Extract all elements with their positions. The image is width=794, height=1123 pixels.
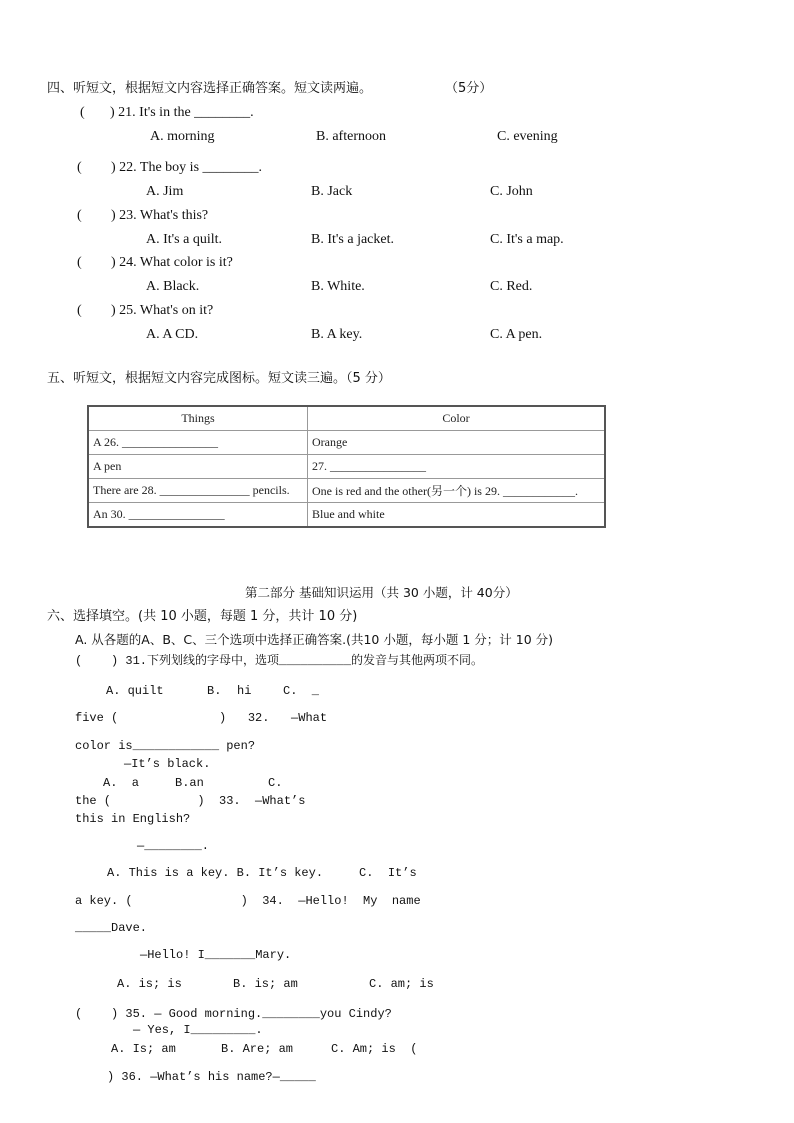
table-row [88, 455, 605, 479]
option-c: C. A pen. [490, 327, 543, 342]
option-a: A. A CD. [146, 327, 199, 342]
option-b: B.an [175, 776, 204, 790]
answer-paren: ( [80, 105, 85, 120]
table-cell: Blue and white [308, 503, 606, 528]
question-32: color is____________ pen? [75, 739, 256, 753]
question-36: ) 36. —What’s his name?—_____ [107, 1070, 316, 1084]
option-b: B. Are; am [221, 1042, 294, 1056]
section6-instructions: A. 从各题的A、B、C、三个选项中选择正确答案.(共10 小题，每小题 1 分；计 10 分) [75, 632, 553, 647]
answer-line: —It’s black. [124, 757, 211, 771]
question-22: ) 22. The boy is ________. [111, 160, 263, 175]
answer-paren: ( [77, 303, 82, 318]
option-c: C. Red. [490, 279, 533, 294]
option-b: B. It's a jacket. [311, 232, 394, 247]
option-a: A. It's a quilt. [146, 232, 223, 247]
section6-heading: 六、选择填空。(共 10 小题，每题 1 分，共计 10 分) [47, 609, 358, 624]
section5-heading: 五、听短文，根据短文内容完成图标。短文读三遍。（5 分） [47, 371, 391, 386]
question-23: ) 23. What's this? [111, 208, 209, 223]
part2-title: 第二部分 基础知识运用（共 30 小题，计 40分） [245, 585, 518, 600]
option-c: C. am; is [369, 977, 434, 991]
option-b: B. A key. [311, 327, 363, 342]
column-header-things: Things [88, 406, 308, 431]
option-a: A. Jim [146, 184, 184, 199]
question-line: the ( ) 33. —What’s [75, 794, 306, 808]
option-b: B. White. [311, 279, 365, 294]
question-31: ( ) 31.下列划线的字母中，选项__________的发音与其他两项不同。 [75, 654, 484, 668]
table-row [88, 503, 605, 528]
option-c: C. John [490, 184, 533, 199]
table-cell: 27. ________________ [308, 455, 606, 479]
question-line: a key. ( ) 34. —Hello! My name [75, 894, 421, 908]
answer-line: —Hello! I_______Mary. [140, 948, 292, 962]
column-header-color: Color [308, 406, 606, 431]
option-a: A. morning [150, 129, 215, 144]
option-c: C. _ [283, 684, 320, 698]
option-b: hi [237, 684, 252, 698]
things-color-table [87, 405, 606, 528]
table-row [88, 431, 605, 455]
option-b: B. is; am [233, 977, 298, 991]
option-b: B. Jack [311, 184, 353, 199]
table-row [88, 479, 605, 503]
section4-heading: 四、听短文，根据短文内容选择正确答案。短文读两遍。 [47, 81, 373, 96]
table-cell: Orange [308, 431, 606, 455]
question-line: five ( ) 32. —What [75, 711, 328, 725]
option-c: C. evening [497, 129, 558, 144]
table-header-row [88, 406, 605, 431]
answer-paren: ( [77, 208, 82, 223]
question-34: _____Dave. [75, 921, 148, 935]
answer-line: —________. [137, 839, 210, 853]
option-b-label: B. [207, 684, 222, 698]
option-c: C. It's a map. [490, 232, 564, 247]
table-cell: There are 28. _______________ pencils. [88, 479, 308, 503]
table-cell: A 26. ________________ [88, 431, 308, 455]
answer-line: — Yes, I_________. [133, 1023, 263, 1037]
option-a: A. is; is [117, 977, 182, 991]
question-25: ) 25. What's on it? [111, 303, 214, 318]
options-line: A. This is a key. B. It’s key. C. It’s [107, 866, 417, 880]
option-c: C. [268, 776, 283, 790]
option-c: C. Am; is ( [331, 1042, 418, 1056]
option-a: A. Is; am [111, 1042, 176, 1056]
question-24: ) 24. What color is it? [111, 255, 233, 270]
answer-paren: ( [77, 255, 82, 270]
option-a: A. a [103, 776, 140, 790]
table-cell: A pen [88, 455, 308, 479]
question-35: ( ) 35. — Good morning.________you Cindy? [75, 1007, 392, 1021]
option-a: A. Black. [146, 279, 200, 294]
table-cell: One is red and the other(另一个) is 29. ____________. [308, 479, 606, 503]
table-cell: An 30. ________________ [88, 503, 308, 528]
option-a: A. quilt [106, 684, 164, 698]
answer-paren: ( [77, 160, 82, 175]
question-33: this in English? [75, 812, 191, 826]
option-b: B. afternoon [316, 129, 386, 144]
question-21: ) 21. It's in the ________. [110, 105, 254, 120]
section4-score: （5分） [445, 81, 493, 96]
